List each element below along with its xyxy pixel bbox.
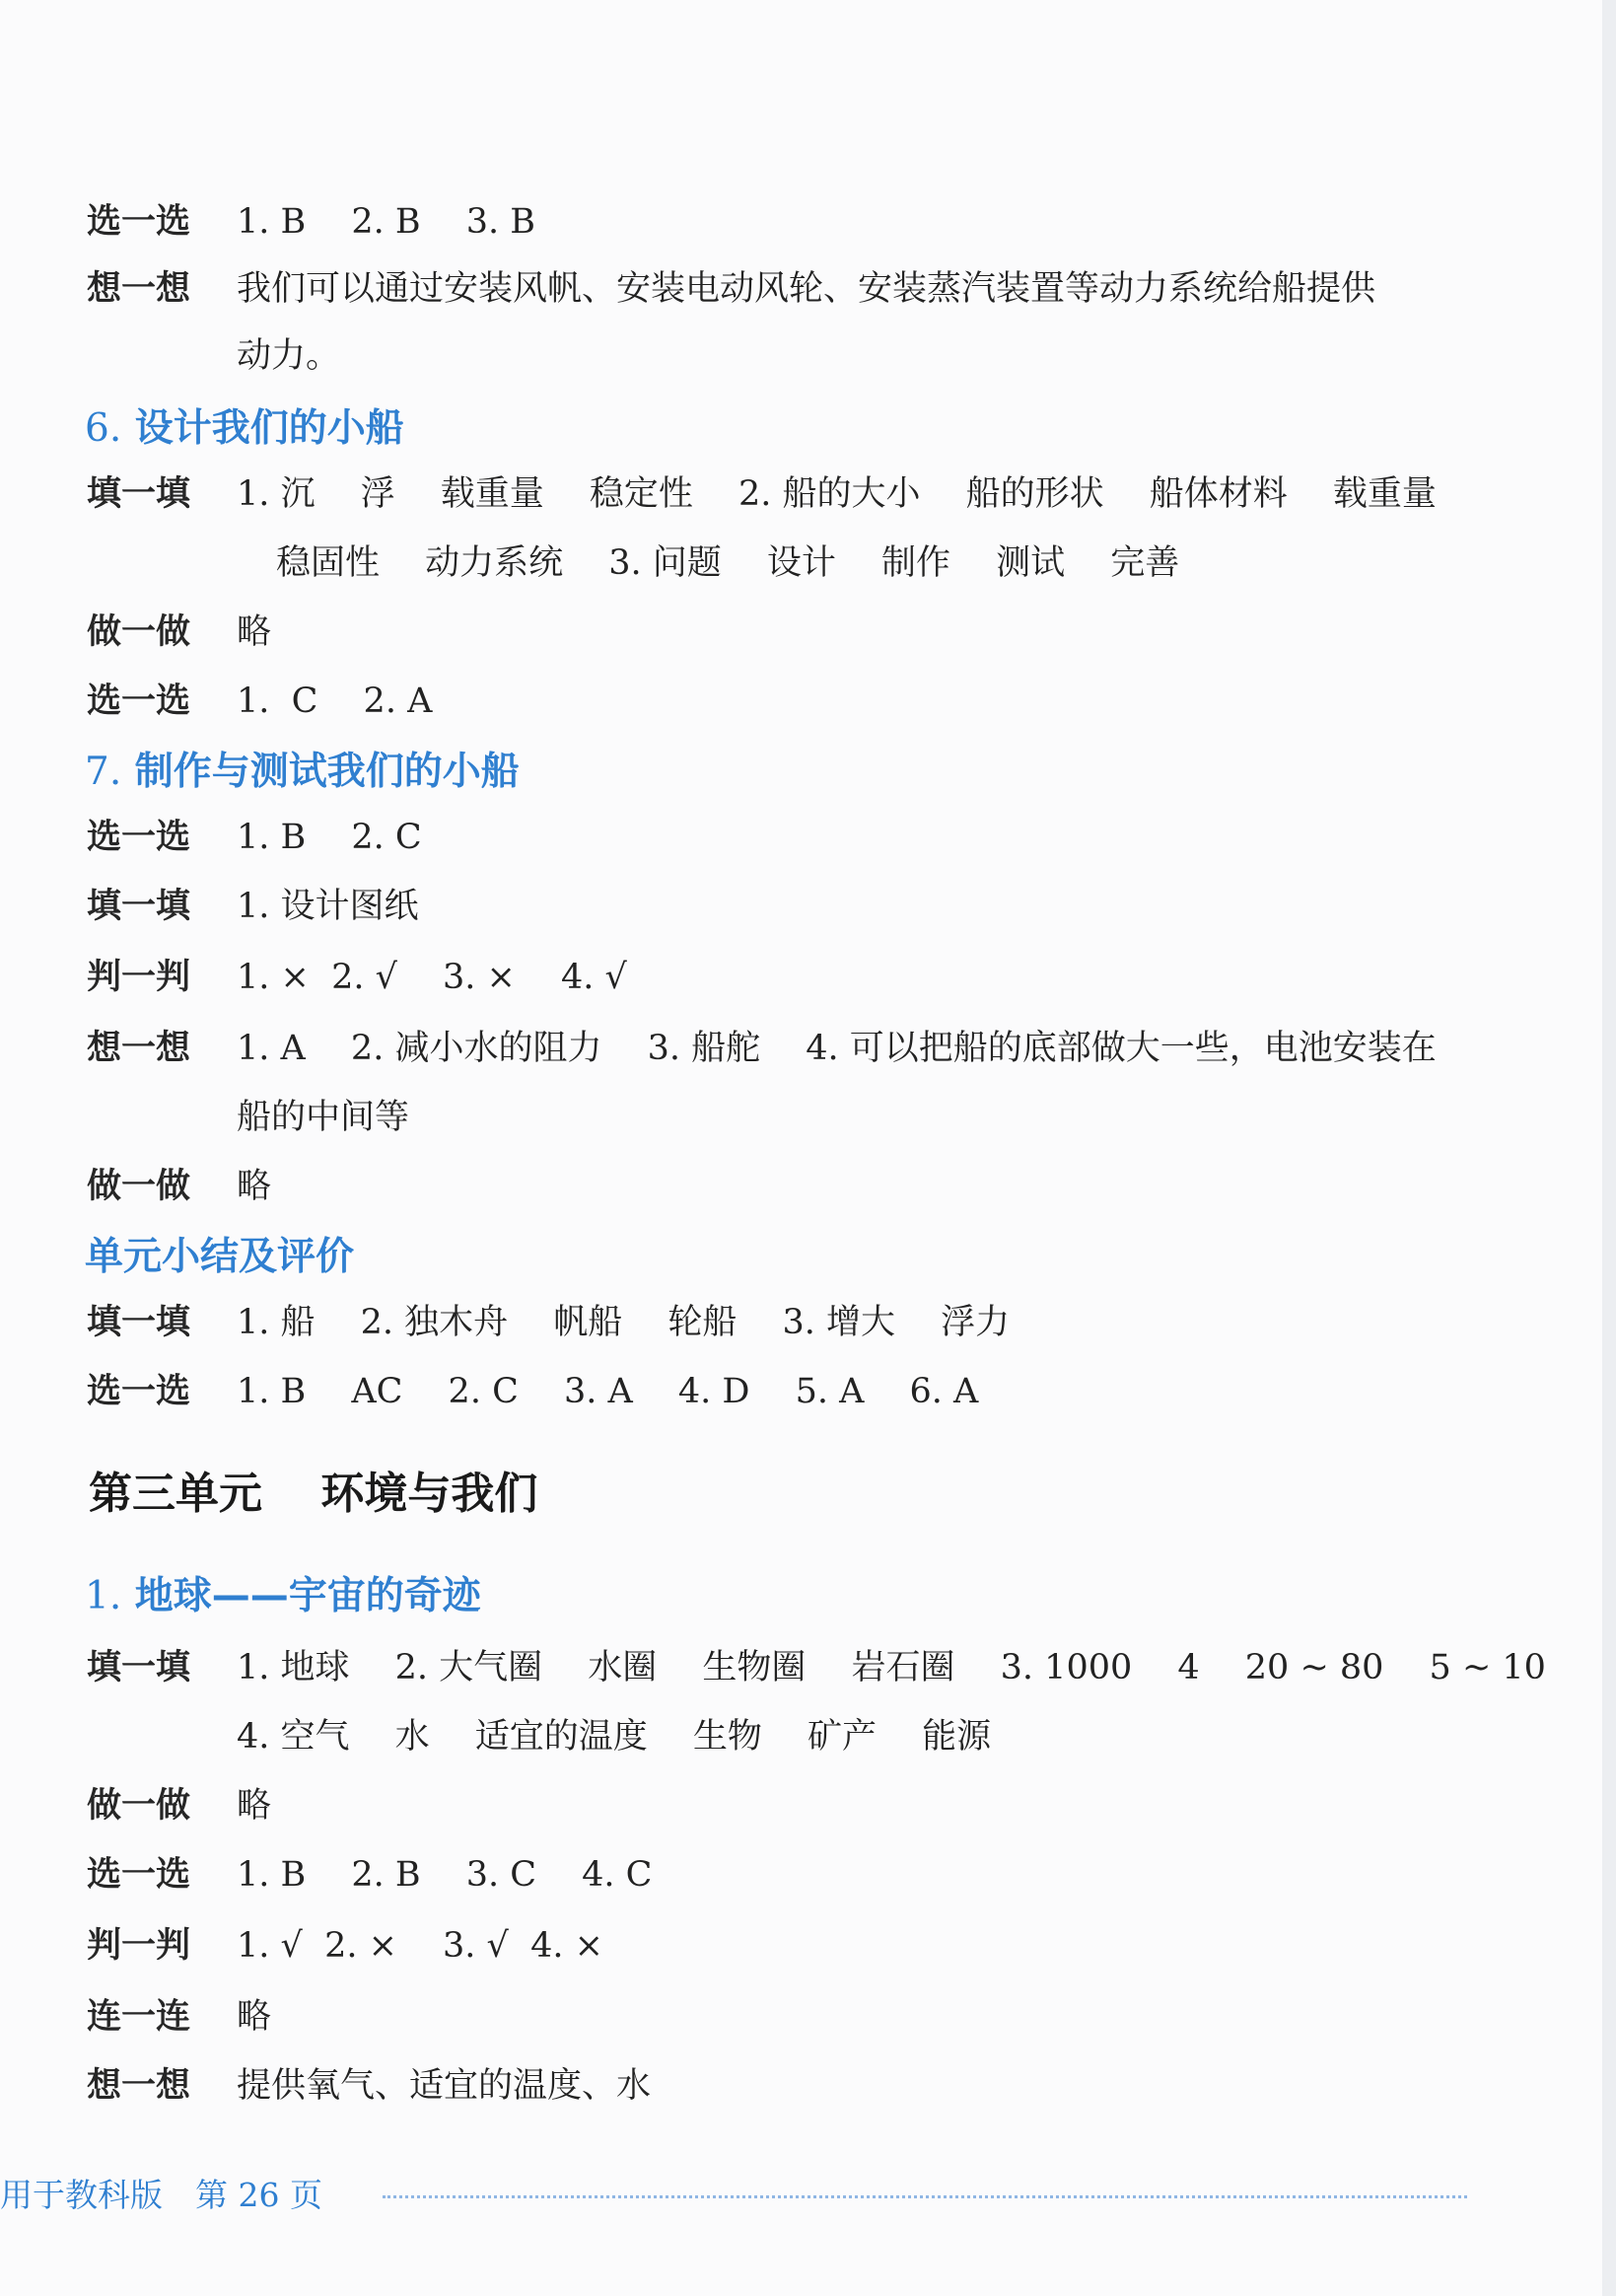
answer-text: 1. 设计图纸 [237,887,419,926]
answer-text: 1. 地球 2. 大气圈 水圈 生物圈 岩石圈 3. 1000 4 20 ~ 80 5 ~ 10 [237,1648,1546,1687]
answer-text: 1. A 2. 减小水的阻力 3. 船舵 4. 可以把船的底部做大一些，电池安装在 [237,1029,1437,1068]
answer-text: 提供氧气、适宜的温度、水 [237,2066,652,2106]
section-number: 7. [85,750,122,794]
section-heading [85,738,520,807]
question-type-label: 填一填 [87,1303,191,1342]
answer-text: 1. 沉 浮 载重量 稳定性 2. 船的大小 船的形状 船体材料 载重量 [237,474,1437,514]
question-type-label: 想一想 [87,269,191,309]
question-type-label: 想一想 [87,1029,191,1068]
question-type-label: 做一做 [87,1167,191,1206]
question-type-label: 填一填 [87,1648,191,1687]
section-title: 设计我们的小船 [134,406,404,451]
answer-text: 略 [237,1167,272,1206]
section-heading [85,1562,481,1631]
section-number: 1. [85,1574,122,1618]
answer-text: 1. B 2. B 3. C 4. C [237,1855,653,1895]
answer-text: 1. 船 2. 独木舟 帆船 轮船 3. 增大 浮力 [237,1303,1011,1342]
answer-continuation: 稳固性 动力系统 3. 问题 设计 制作 测试 完善 [276,543,1180,583]
page-edge-shadow [1602,0,1616,2296]
answer-text: 1. B 2. C [237,818,422,857]
answer-text: 我们可以通过安装风帆、安装电动风轮、安装蒸汽装置等动力系统给船提供 [237,269,1376,309]
question-type-label: 判一判 [87,958,191,997]
answer-continuation: 船的中间等 [237,1098,410,1137]
answer-text: 略 [237,612,272,652]
question-type-label: 判一判 [87,1926,191,1966]
section-heading [85,1223,354,1292]
question-type-label: 选一选 [87,682,191,721]
question-type-label: 填一填 [87,474,191,514]
section-heading [85,395,404,464]
answer-text: 略 [237,1997,272,2037]
answer-continuation: 动力。 [237,336,341,376]
section-number: 6. [85,406,122,451]
answer-text: 1. × 2. √ 3. × 4. √ [237,958,627,997]
unit-title: 第三单元 环境与我们 [89,1469,538,1519]
footer-dotted-rule [383,2195,1467,2198]
question-type-label: 选一选 [87,202,191,242]
answer-text: 1. √ 2. × 3. √ 4. × [237,1926,603,1966]
question-type-label: 想一想 [87,2066,191,2106]
question-type-label: 做一做 [87,612,191,652]
page-footer: 用于教科版 第 26 页 [0,2176,322,2214]
question-type-label: 连一连 [87,1997,191,2037]
section-title: 单元小结及评价 [85,1235,355,1279]
question-type-label: 选一选 [87,1855,191,1895]
question-type-label: 做一做 [87,1786,191,1826]
answer-text: 略 [237,1786,272,1826]
answer-continuation: 4. 空气 水 适宜的温度 生物 矿产 能源 [237,1717,992,1757]
section-title: 制作与测试我们的小船 [134,750,520,794]
answer-text: 1. B AC 2. C 3. A 4. D 5. A 6. A [237,1372,979,1411]
question-type-label: 选一选 [87,818,191,857]
question-type-label: 选一选 [87,1372,191,1411]
answer-text: 1. C 2. A [237,682,433,721]
answer-text: 1. B 2. B 3. B [237,202,535,242]
question-type-label: 填一填 [87,887,191,926]
section-title: 地球——宇宙的奇迹 [134,1574,481,1618]
